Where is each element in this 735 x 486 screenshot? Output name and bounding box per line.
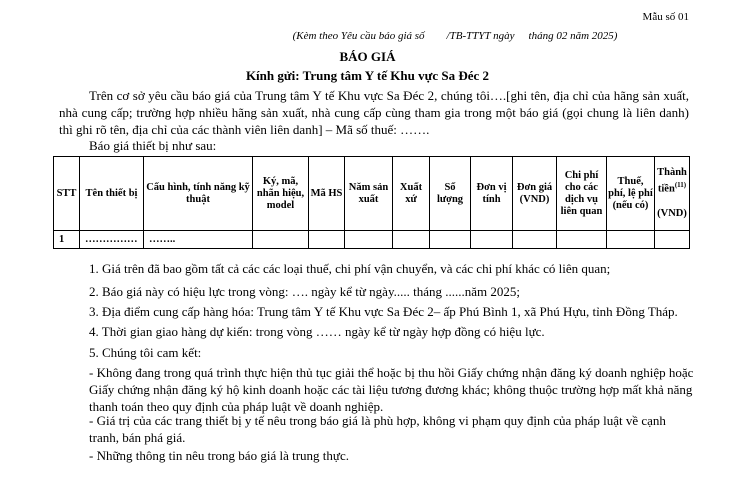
cell-service-costs <box>557 231 607 249</box>
header-unit: Đơn vị tính <box>471 157 513 231</box>
header-quantity: Số lượng <box>430 157 471 231</box>
header-total-unit: (VND) <box>657 207 687 219</box>
commitment-2: - Giá trị của các trang thiết bị y tế nêu trong báo giá là phù hợp, không vi phạm quy định của pháp luật về cạnh tranh, bán phá giá. <box>89 413 666 445</box>
document-title: BÁO GIÁ <box>339 49 396 64</box>
quotation-table <box>53 156 690 249</box>
header-total-label: Thành tiền <box>657 167 687 195</box>
header-taxes: Thuế, phí, lệ phí (nếu có) <box>607 157 655 231</box>
cell-unit-price <box>513 231 557 249</box>
header-total-footnote: (11) <box>674 181 687 190</box>
attachment-note <box>0 30 735 42</box>
recipient-line: Kính gửi: Trung tâm Y tế Khu vực Sa Đéc 2 <box>245 68 490 83</box>
cell-origin <box>393 231 430 249</box>
attachment-note-part2: /TB-TTYT ngày <box>446 30 515 42</box>
table-header-row <box>54 157 690 231</box>
cell-unit <box>471 231 513 249</box>
table-row <box>54 231 690 249</box>
attachment-note-part3: tháng 02 năm 2025) <box>528 30 618 42</box>
header-unit-price: Đơn giá (VND) <box>513 157 557 231</box>
table-label: Báo giá thiết bị như sau: <box>89 138 217 153</box>
cell-total <box>655 231 690 249</box>
cell-stt: 1 <box>54 231 80 249</box>
header-total <box>655 157 690 231</box>
commitment-1: - Không đang trong quá trình thực hiện thủ tục giải thể hoặc bị thu hồi Giấy chứng nhận đăng ký doanh nghiệp hoặc Giấy chứng nhận đăng ký hộ kinh doanh hoặc các tài liệu tương đương khác; không thuộc trường hợp mất khả năng thanh toán theo quy định của pháp luật về doanh nghiệp. <box>89 365 694 414</box>
intro-paragraph: Trên cơ sở yêu cầu báo giá của Trung tâm Y tế Khu vực Sa Đéc 2, chúng tôi….[ghi tên, địa chỉ của hãng sản xuất, nhà cung cấp; trường hợp nhiều hãng sản xuất, nhà cung cấp cùng tham gia trong một báo giá (gọi chung là liên danh) thì ghi rõ tên, địa chỉ của các thành viên liên danh] – Mã số thuế: ……. <box>59 88 689 137</box>
cell-configuration: …….. <box>144 231 253 249</box>
header-service-costs: Chi phí cho các dịch vụ liên quan <box>557 157 607 231</box>
cell-hs-code <box>309 231 345 249</box>
cell-quantity <box>430 231 471 249</box>
header-model: Ký, mã, nhãn hiệu, model <box>253 157 309 231</box>
cell-year <box>345 231 393 249</box>
form-number: Mẫu số 01 <box>642 11 689 23</box>
commitment-3: - Những thông tin nêu trong báo giá là trung thực. <box>89 448 349 463</box>
header-configuration: Cấu hình, tính năng kỹ thuật <box>144 157 253 231</box>
header-year: Năm sản xuất <box>345 157 393 231</box>
term-item-5: 5. Chúng tôi cam kết: <box>89 345 202 360</box>
cell-taxes <box>607 231 655 249</box>
header-stt: STT <box>54 157 80 231</box>
header-device-name: Tên thiết bị <box>80 157 144 231</box>
term-item-2: 2. Báo giá này có hiệu lực trong vòng: …. ngày kể từ ngày..... tháng ......năm 2025; <box>89 284 520 299</box>
term-item-1: 1. Giá trên đã bao gồm tất cả các các loại thuế, chi phí vận chuyển, và các chi phí khác có liên quan; <box>89 261 611 276</box>
cell-device-name: …………… <box>80 231 144 249</box>
cell-model <box>253 231 309 249</box>
header-hs-code: Mã HS <box>309 157 345 231</box>
term-item-3: 3. Địa điểm cung cấp hàng hóa: Trung tâm Y tế Khu vực Sa Đéc 2– ấp Phú Bình 1, xã Phú Hựu, tỉnh Đồng Tháp. <box>89 304 678 319</box>
term-item-4: 4. Thời gian giao hàng dự kiến: trong vòng …… ngày kể từ ngày hợp đồng có hiệu lực. <box>89 324 545 339</box>
attachment-note-part1: (Kèm theo Yêu cầu báo giá số <box>292 30 425 42</box>
header-origin: Xuất xứ <box>393 157 430 231</box>
